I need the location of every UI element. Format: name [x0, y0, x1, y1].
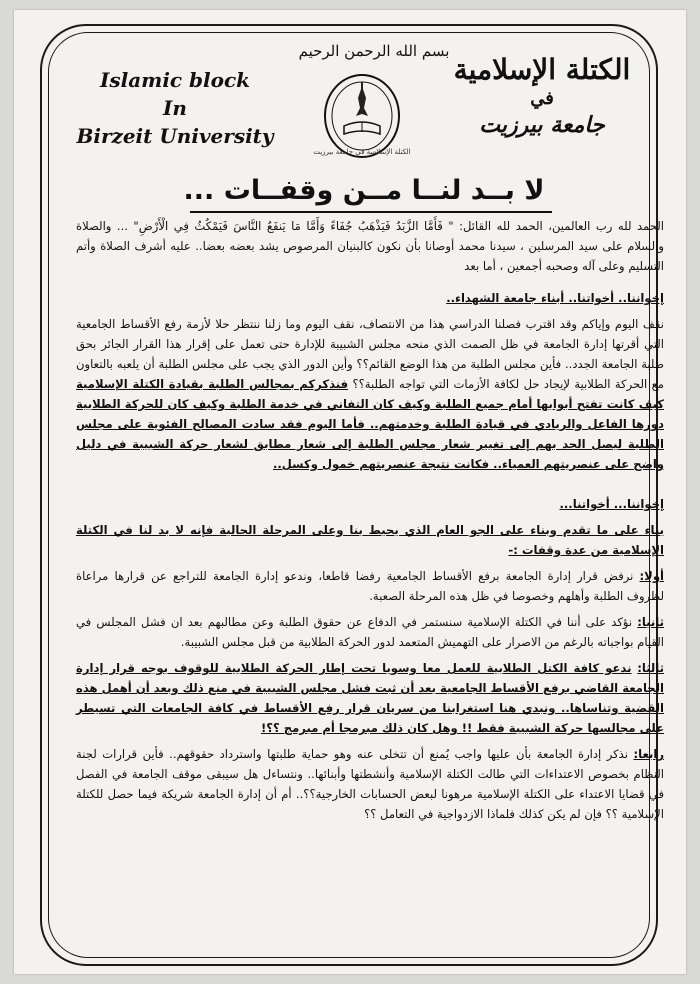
point-text: نذكر إدارة الجامعة بأن عليها واجب يُمنع أن تتخلى عنه وهو حماية طلبتها واسترداد حقوقهم.. فأين قرارات لجنة النظام بخصوص الاعتداءات التي طالت الكتلة الإسلامية وأنشطتها وأبنائها.. ونتساءل هل سيبقى موقف الجامعة في الفصل في قضايا الاعتداء على الكتلة الإسلامية مرهونا لبعض الحسابات الخارجية؟؟.. أم أن إدارة الجامعة شريكة فيما حصل للكتلة الإسلامية ؟؟ فإن لم يكن كذلك فلماذا الازدواجية في التعامل ؟؟: [76, 747, 664, 821]
section-heading: إخواننا... أخواتنا...: [559, 497, 664, 511]
point-label: رابعا:: [633, 747, 665, 761]
page-title: لا بــد لنــا مــن وقفــات ...: [183, 175, 545, 206]
english-name-line: Birzeit University: [76, 124, 274, 148]
point-label: ثانيا:: [637, 615, 664, 629]
english-name-line: In: [163, 96, 187, 120]
arabic-org-name: [442, 52, 642, 140]
leaflet-page: [14, 10, 686, 974]
emblem-logo: [322, 68, 402, 160]
point-item: [76, 658, 664, 738]
point-text: نرفض قرار إدارة الجامعة برفع الأقساط الجامعية رفضا قاطعا، وندعو إدارة الجامعة للتراجع عن قرارها مراعاة لظروف الطلبة وأهلهم وخصوصا في ظل هذه المرحلة الصعبة.: [76, 569, 664, 603]
section1-plain-text: نقف اليوم وإياكم وقد اقترب فصلنا الدراسي هذا من الانتصاف، نقف اليوم وما زلنا ننتظر حلا لأزمة رفع الأقساط الجامعية التي أقرتها إدارة الجامعة في ظل الصمت الذي منحه مجلس الشبيبة للإدارة حتى تعمل على إقرار هذا القرار الجائر بحق طلبة الجامعة الجدد.. فأين مجلس الطلبة من هذا الوضع القائم؟؟ وأين الدور الذي يجب على مجلس الطلبة أن يلعبه بالتعاون مع الحركة الطلابية لإيجاد حل لكافة الأزمات التي تواجه الطلبة؟؟: [76, 317, 664, 391]
section2-lead: بناء على ما تقدم وبناء على الجو العام الذي يحيط بنا وعلى المرحلة الحالية فإنه لا بد لنا في الكتلة الإسلامية من عدة وقفات :-: [76, 523, 664, 557]
title-underline: [190, 211, 552, 213]
english-org-name: [70, 66, 280, 150]
emblem-text: الكتلة الإسلامية في جامعة بيرزيت: [313, 148, 411, 156]
leaflet-body: [76, 216, 664, 824]
point-item: [76, 612, 664, 652]
arabic-name-line: جامعة بيرزيت: [479, 112, 605, 138]
point-text: ندعو كافة الكتل الطلابية للعمل معا وسويا تحت إطار الحركة الطلابية للوقوف بوجه قرار إدارة الجامعة القاضي برفع الأقساط الجامعية بعد أن ثبت فشل مجلس الشبيبة في منع ذلك وبعد أن أهمل هذه القضية وتناساها.. ونبدي هنا استغرابنا من سريان قرار رفع الأقساط في كافة الجامعات التي تسيطر على مجالسها حركة الشبيبة فقط !! وهل كان ذلك مبرمجا أم مبرمج ؟؟!: [76, 661, 664, 735]
point-label: ثالثا:: [637, 661, 664, 675]
arabic-name-line: الكتلة الإسلامية: [453, 53, 631, 86]
point-item: [76, 744, 664, 824]
section1-paragraph: [76, 314, 664, 474]
section1-underlined-text: فنذكركم بمجالس الطلبة بقيادة الكتلة الإسلامية كيف كانت تفتح أبوابها أمام جميع الطلبة وكيف كان التفاني في خدمة الطلبة وكيف كان للحركة الطلابية دورها الفاعل والريادي في قيادة الطلبة وخدمتهم.. فأما اليوم فقد سادت المصالح الفئوية على مجلس الطلبة ليصل الحد بهم إلى تغيير شعار مجلس الطلبة إلى شعار مطابق لشعار حركة الشبيبة في دليل واضح على عنصريتهم العمياء.. فكانت نتيجة عنصريتهم خمول وكسل..: [76, 377, 664, 471]
point-text: نؤكد على أننا في الكتلة الإسلامية سنستمر في الدفاع عن حقوق الطلبة وعن مطالبهم بعد ان فشل المجلس في القيام بواجباته بالرغم من الاصرار على التهميش المتعمد لدور الحركة الطلابية من قبل مجلس الشبيبة.: [76, 615, 664, 649]
point-item: [76, 566, 664, 606]
arabic-name-line: في: [530, 88, 554, 109]
point-label: أولا:: [639, 569, 664, 583]
basmala: بسم الله الرحمن الرحيم: [298, 42, 450, 60]
intro-paragraph: الحمد لله رب العالمين، الحمد لله القائل: " فَأَمَّا الزَّبَدُ فَيَذْهَبُ جُفَاءً وَأَمَّا مَا يَنفَعُ النَّاسَ فَيَمْكُثُ فِي الْأَرْضِ" ... والصلاة والسلام على سيد المرسلين ، سيدنا محمد أوصانا بأن نكون كالبنيان المرصوص يشد بعضه بعضا.. عليه أشرف الصلاة وأتم التسليم وعلى آله وصحبه أجمعين ، أما بعد: [76, 219, 664, 273]
english-name-line: Islamic block: [99, 68, 251, 92]
section-heading: إخواننا.. أخواتنا.. أبناء جامعة الشهداء..: [446, 291, 664, 305]
